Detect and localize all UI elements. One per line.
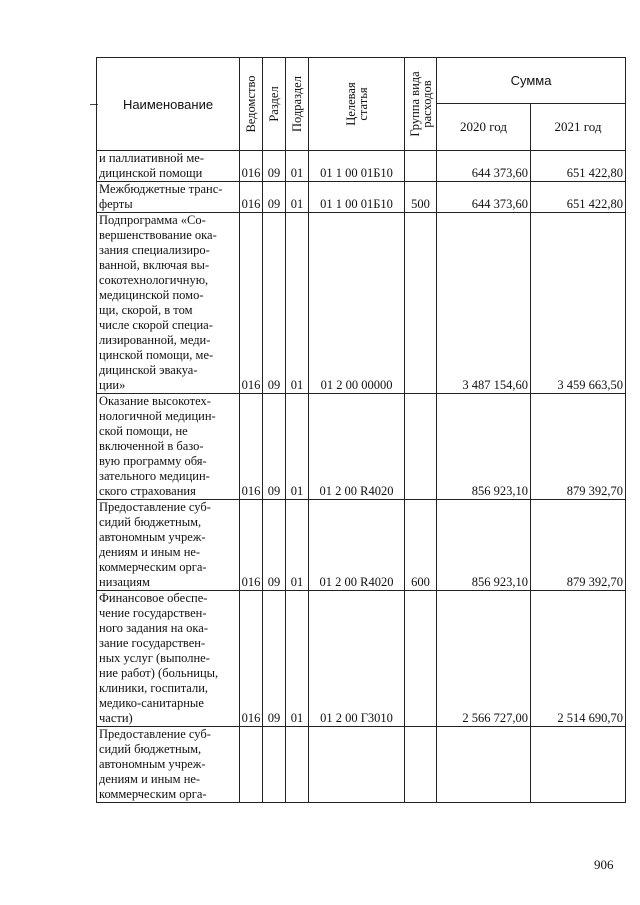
- column-header-podrazdel-label: Подраздел: [290, 76, 304, 132]
- name-line: ферты: [99, 197, 133, 211]
- name-line: ние работ) (больницы,: [99, 666, 219, 680]
- name-line: щи, скорой, в том: [99, 303, 193, 317]
- name-line: сидий бюджетным,: [99, 515, 202, 529]
- cell-sum-2020: 644 373,60: [437, 151, 531, 182]
- cell-razdel: 09: [263, 591, 286, 727]
- cell-sum-2020: 856 923,10: [437, 500, 531, 591]
- page-number: 906: [594, 857, 614, 872]
- cell-sum-2020: 3 487 154,60: [437, 213, 531, 394]
- cell-celevaya: 01 2 00 R4020: [309, 500, 405, 591]
- cell-vedomstvo: 016: [240, 394, 263, 500]
- column-header-2021: [531, 104, 626, 151]
- cell-vedomstvo: 016: [240, 151, 263, 182]
- cell-razdel: 09: [263, 182, 286, 213]
- column-header-celevaya: [309, 58, 405, 151]
- name-line: части): [99, 711, 133, 725]
- name-line: ванной, включая вы-: [99, 258, 210, 272]
- table-row: [97, 182, 626, 213]
- celevaya-line1: Целевая: [343, 82, 358, 126]
- cell-name: [97, 213, 240, 394]
- name-line: чение государствен-: [99, 606, 207, 620]
- cell-sum-2020: 644 373,60: [437, 182, 531, 213]
- gruppa-line2: расходов: [419, 80, 434, 128]
- cell-sum-2021: 651 422,80: [531, 182, 626, 213]
- name-line: ской помощи, не: [99, 424, 188, 438]
- column-header-summa-label: Сумма: [510, 73, 552, 88]
- cell-vedomstvo: 016: [240, 591, 263, 727]
- cell-sum-2020: 856 923,10: [437, 394, 531, 500]
- cell-gruppa: [405, 591, 437, 727]
- cell-sum-2021: 3 459 663,50: [531, 213, 626, 394]
- name-line: вершенствование ока-: [99, 228, 217, 242]
- cell-name: [97, 394, 240, 500]
- name-line: Финансовое обеспе-: [99, 591, 208, 605]
- cell-name: [97, 182, 240, 213]
- cell-celevaya: [309, 727, 405, 803]
- cell-vedomstvo: 016: [240, 213, 263, 394]
- name-line: лизированной, меди-: [99, 333, 211, 347]
- name-line: зания специализиро-: [99, 243, 210, 257]
- cell-podrazdel: 01: [286, 500, 309, 591]
- table-body: [97, 151, 626, 803]
- name-line: дениям и иным не-: [99, 545, 201, 559]
- cell-podrazdel: 01: [286, 591, 309, 727]
- name-line: и паллиативной ме-: [99, 151, 204, 165]
- cell-razdel: 09: [263, 213, 286, 394]
- name-line: дицинской помощи: [99, 166, 203, 180]
- table-row: [97, 394, 626, 500]
- name-line: дениям и иным не-: [99, 772, 201, 786]
- cell-podrazdel: 01: [286, 394, 309, 500]
- cell-sum-2021: [531, 727, 626, 803]
- cell-celevaya: 01 1 00 01Б10: [309, 182, 405, 213]
- cell-razdel: 09: [263, 151, 286, 182]
- name-line: вую программу обя-: [99, 454, 207, 468]
- cell-gruppa: 500: [405, 182, 437, 213]
- name-line: автономным учреж-: [99, 757, 206, 771]
- column-header-2020: [437, 104, 531, 151]
- cell-podrazdel: [286, 727, 309, 803]
- cell-sum-2020: [437, 727, 531, 803]
- name-line: низациям: [99, 575, 150, 589]
- cell-celevaya: 01 2 00 Г3010: [309, 591, 405, 727]
- column-header-name: [97, 58, 240, 151]
- cell-podrazdel: 01: [286, 151, 309, 182]
- name-line: ции»: [99, 378, 126, 392]
- year1-label: 2020 год: [460, 119, 507, 134]
- name-line: медико-санитарные: [99, 696, 204, 710]
- name-line: цинской помощи, ме-: [99, 348, 214, 362]
- column-header-gruppa-label: [409, 71, 433, 136]
- cell-podrazdel: 01: [286, 213, 309, 394]
- cell-gruppa: [405, 151, 437, 182]
- cell-gruppa: [405, 213, 437, 394]
- column-header-name-label: Наименование: [122, 96, 214, 112]
- name-line: включенной в базо-: [99, 439, 204, 453]
- name-line: сокотехнологичную,: [99, 273, 209, 287]
- name-line: сидий бюджетным,: [99, 742, 202, 756]
- cell-razdel: 09: [263, 394, 286, 500]
- cell-podrazdel: 01: [286, 182, 309, 213]
- year2-label: 2021 год: [554, 119, 602, 134]
- column-header-vedomstvo-label: Ведомство: [244, 75, 258, 133]
- gruppa-line1: Группа вида: [407, 71, 422, 137]
- column-header-podrazdel: [286, 58, 309, 151]
- name-line: ных услуг (выполне-: [99, 651, 210, 665]
- cell-name: [97, 500, 240, 591]
- cell-celevaya: 01 2 00 00000: [309, 213, 405, 394]
- table-row: [97, 727, 626, 803]
- column-header-razdel-label: Раздел: [267, 86, 281, 122]
- cell-name: [97, 151, 240, 182]
- cell-sum-2021: 879 392,70: [531, 394, 626, 500]
- name-line: Подпрограмма «Со-: [99, 213, 206, 227]
- column-header-gruppa: [405, 58, 437, 151]
- name-line: ского страхования: [99, 484, 196, 498]
- cell-celevaya: 01 2 00 R4020: [309, 394, 405, 500]
- cell-razdel: [263, 727, 286, 803]
- name-line: Межбюджетные транс-: [99, 182, 223, 196]
- cell-sum-2021: 651 422,80: [531, 151, 626, 182]
- cell-celevaya: 01 1 00 01Б10: [309, 151, 405, 182]
- cell-vedomstvo: [240, 727, 263, 803]
- name-line: зание государствен-: [99, 636, 206, 650]
- name-line: коммерческим орга-: [99, 787, 207, 801]
- column-header-celevaya-label: [345, 82, 369, 125]
- name-line: Предоставление суб-: [99, 727, 211, 741]
- cell-vedomstvo: 016: [240, 500, 263, 591]
- cell-razdel: 09: [263, 500, 286, 591]
- column-header-razdel: [263, 58, 286, 151]
- name-line: автономным учреж-: [99, 530, 206, 544]
- name-line: зательного медицин-: [99, 469, 210, 483]
- cell-gruppa: [405, 394, 437, 500]
- cell-sum-2020: 2 566 727,00: [437, 591, 531, 727]
- table-row: [97, 500, 626, 591]
- name-line: Оказание высокотех-: [99, 394, 211, 408]
- name-line: числе скорой специа-: [99, 318, 213, 332]
- cell-sum-2021: 879 392,70: [531, 500, 626, 591]
- cell-gruppa: [405, 727, 437, 803]
- cell-name: [97, 727, 240, 803]
- column-header-summa: [437, 58, 626, 104]
- cell-name: [97, 591, 240, 727]
- table-row: [97, 151, 626, 182]
- name-line: клиники, госпитали,: [99, 681, 209, 695]
- name-line: дицинской эвакуа-: [99, 363, 198, 377]
- budget-table: [96, 57, 626, 803]
- cell-sum-2021: 2 514 690,70: [531, 591, 626, 727]
- cell-vedomstvo: 016: [240, 182, 263, 213]
- name-line: Предоставление суб-: [99, 500, 211, 514]
- column-header-vedomstvo: [240, 58, 263, 151]
- table-row: [97, 591, 626, 727]
- table-row: [97, 213, 626, 394]
- cell-gruppa: 600: [405, 500, 437, 591]
- name-line: нологичной медицин-: [99, 409, 216, 423]
- celevaya-line2: статья: [355, 87, 370, 121]
- name-line: коммерческим орга-: [99, 560, 207, 574]
- name-line: медицинской помо-: [99, 288, 204, 302]
- name-line: ного задания на ока-: [99, 621, 208, 635]
